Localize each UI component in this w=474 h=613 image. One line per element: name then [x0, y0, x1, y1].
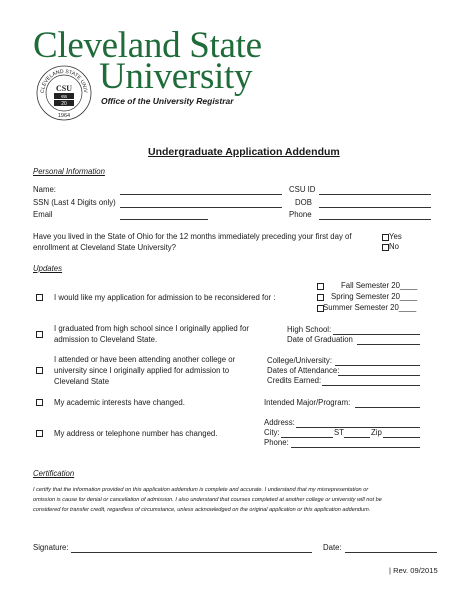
city-field[interactable]: [281, 437, 333, 438]
ssn-field[interactable]: [120, 207, 282, 208]
ohio-question-line2: enrollment at Cleveland State University?: [33, 243, 177, 252]
ohio-yes-checkbox[interactable]: [382, 234, 389, 241]
seal-ribbon-bottom: 20: [61, 100, 67, 107]
fall-semester-label: Fall Semester 20____: [341, 281, 418, 290]
name-field[interactable]: [120, 194, 282, 195]
certification-heading: Certification: [33, 469, 75, 478]
seal-ring-text: CLEVELAND STATE UNIV: [39, 68, 89, 94]
credits-earned-label: Credits Earned:: [267, 376, 322, 385]
ohio-no-checkbox[interactable]: [382, 244, 389, 251]
interests-text: My academic interests have changed.: [54, 398, 185, 407]
city-label: City:: [264, 428, 280, 437]
reconsider-checkbox[interactable]: [36, 294, 43, 301]
spring-semester-label: Spring Semester 20____: [331, 292, 418, 301]
spring-semester-checkbox[interactable]: [317, 294, 324, 301]
university-name-line2: University: [99, 56, 253, 97]
new-phone-label: Phone:: [264, 438, 289, 447]
college-field[interactable]: [335, 365, 420, 366]
ohio-no-label: No: [389, 242, 399, 251]
credits-earned-field[interactable]: [322, 385, 420, 386]
revision-footer: | Rev. 09/2015: [389, 566, 438, 575]
seal-year: 1964: [57, 113, 71, 119]
attended-checkbox[interactable]: [36, 367, 43, 374]
date-field[interactable]: [345, 552, 437, 553]
certification-line2: omission is cause for denial or cancellation of admission. I also understand that courses completed at another college or university will not be: [33, 497, 382, 503]
state-field[interactable]: [344, 437, 370, 438]
email-field[interactable]: [120, 219, 208, 220]
address-field[interactable]: [296, 427, 420, 428]
name-label: Name:: [33, 185, 56, 194]
attended-text-line1: I attended or have been attending another college or: [54, 355, 236, 364]
state-label: ST: [334, 428, 344, 437]
fall-semester-checkbox[interactable]: [317, 283, 324, 290]
interests-checkbox[interactable]: [36, 399, 43, 406]
high-school-label: High School:: [287, 325, 332, 334]
intended-major-label: Intended Major/Program:: [264, 398, 351, 407]
university-name-line1: Cleveland State: [33, 25, 262, 66]
seal-ribbon-top: ea: [61, 93, 67, 100]
intended-major-field[interactable]: [355, 407, 420, 408]
zip-label: Zip: [371, 428, 382, 437]
certification-line3: considered for transfer credit, regardless of circumstance, unless acknowledged on the original application or this application addendum.: [33, 507, 371, 513]
college-label: College/University:: [267, 356, 332, 365]
dates-attendance-label: Dates of Attendance:: [267, 366, 340, 375]
zip-field[interactable]: [383, 437, 420, 438]
reconsider-text: I would like my application for admission to be reconsidered for :: [54, 293, 276, 302]
address-change-text: My address or telephone number has changed.: [54, 429, 218, 438]
ohio-question-line1: Have you lived in the State of Ohio for the 12 months immediately preceding your first day of: [33, 232, 352, 241]
new-phone-field[interactable]: [291, 447, 420, 448]
seal-monogram: CSU: [55, 84, 73, 93]
csu-id-label: CSU ID: [289, 185, 316, 194]
summer-semester-label: Summer Semester 20____: [323, 303, 417, 312]
csu-id-field[interactable]: [319, 194, 431, 195]
university-seal: [35, 64, 93, 122]
ohio-yes-label: Yes: [389, 232, 402, 241]
graduated-checkbox[interactable]: [36, 331, 43, 338]
attended-text-line2: university since I originally applied for admission to: [54, 366, 230, 375]
office-name: Office of the University Registrar: [101, 96, 234, 106]
attended-text-line3: Cleveland State: [54, 377, 110, 386]
form-title: Undergraduate Application Addendum: [148, 146, 340, 158]
address-change-checkbox[interactable]: [36, 430, 43, 437]
date-label: Date:: [323, 543, 342, 552]
updates-heading: Updates: [33, 264, 63, 273]
personal-info-heading: Personal Information: [33, 167, 105, 176]
phone-field[interactable]: [319, 219, 431, 220]
dates-attendance-field[interactable]: [338, 375, 420, 376]
graduated-text-line2: admission to Cleveland State.: [54, 335, 158, 344]
email-label: Email: [33, 210, 53, 219]
graduated-text-line1: I graduated from high school since I originally applied for: [54, 324, 250, 333]
ssn-label: SSN (Last 4 Digits only): [33, 198, 116, 207]
signature-label: Signature:: [33, 543, 69, 552]
dob-label: DOB: [295, 198, 312, 207]
graduation-date-label: Date of Graduation: [287, 335, 353, 344]
address-label: Address:: [264, 418, 295, 427]
dob-field[interactable]: [319, 207, 431, 208]
graduation-date-field[interactable]: [357, 344, 420, 345]
signature-field[interactable]: [71, 552, 312, 553]
phone-label: Phone: [289, 210, 312, 219]
certification-line1: I certify that the information provided on this application addendum is complete and accurate. I understand that my misrepresentation or: [33, 487, 369, 493]
